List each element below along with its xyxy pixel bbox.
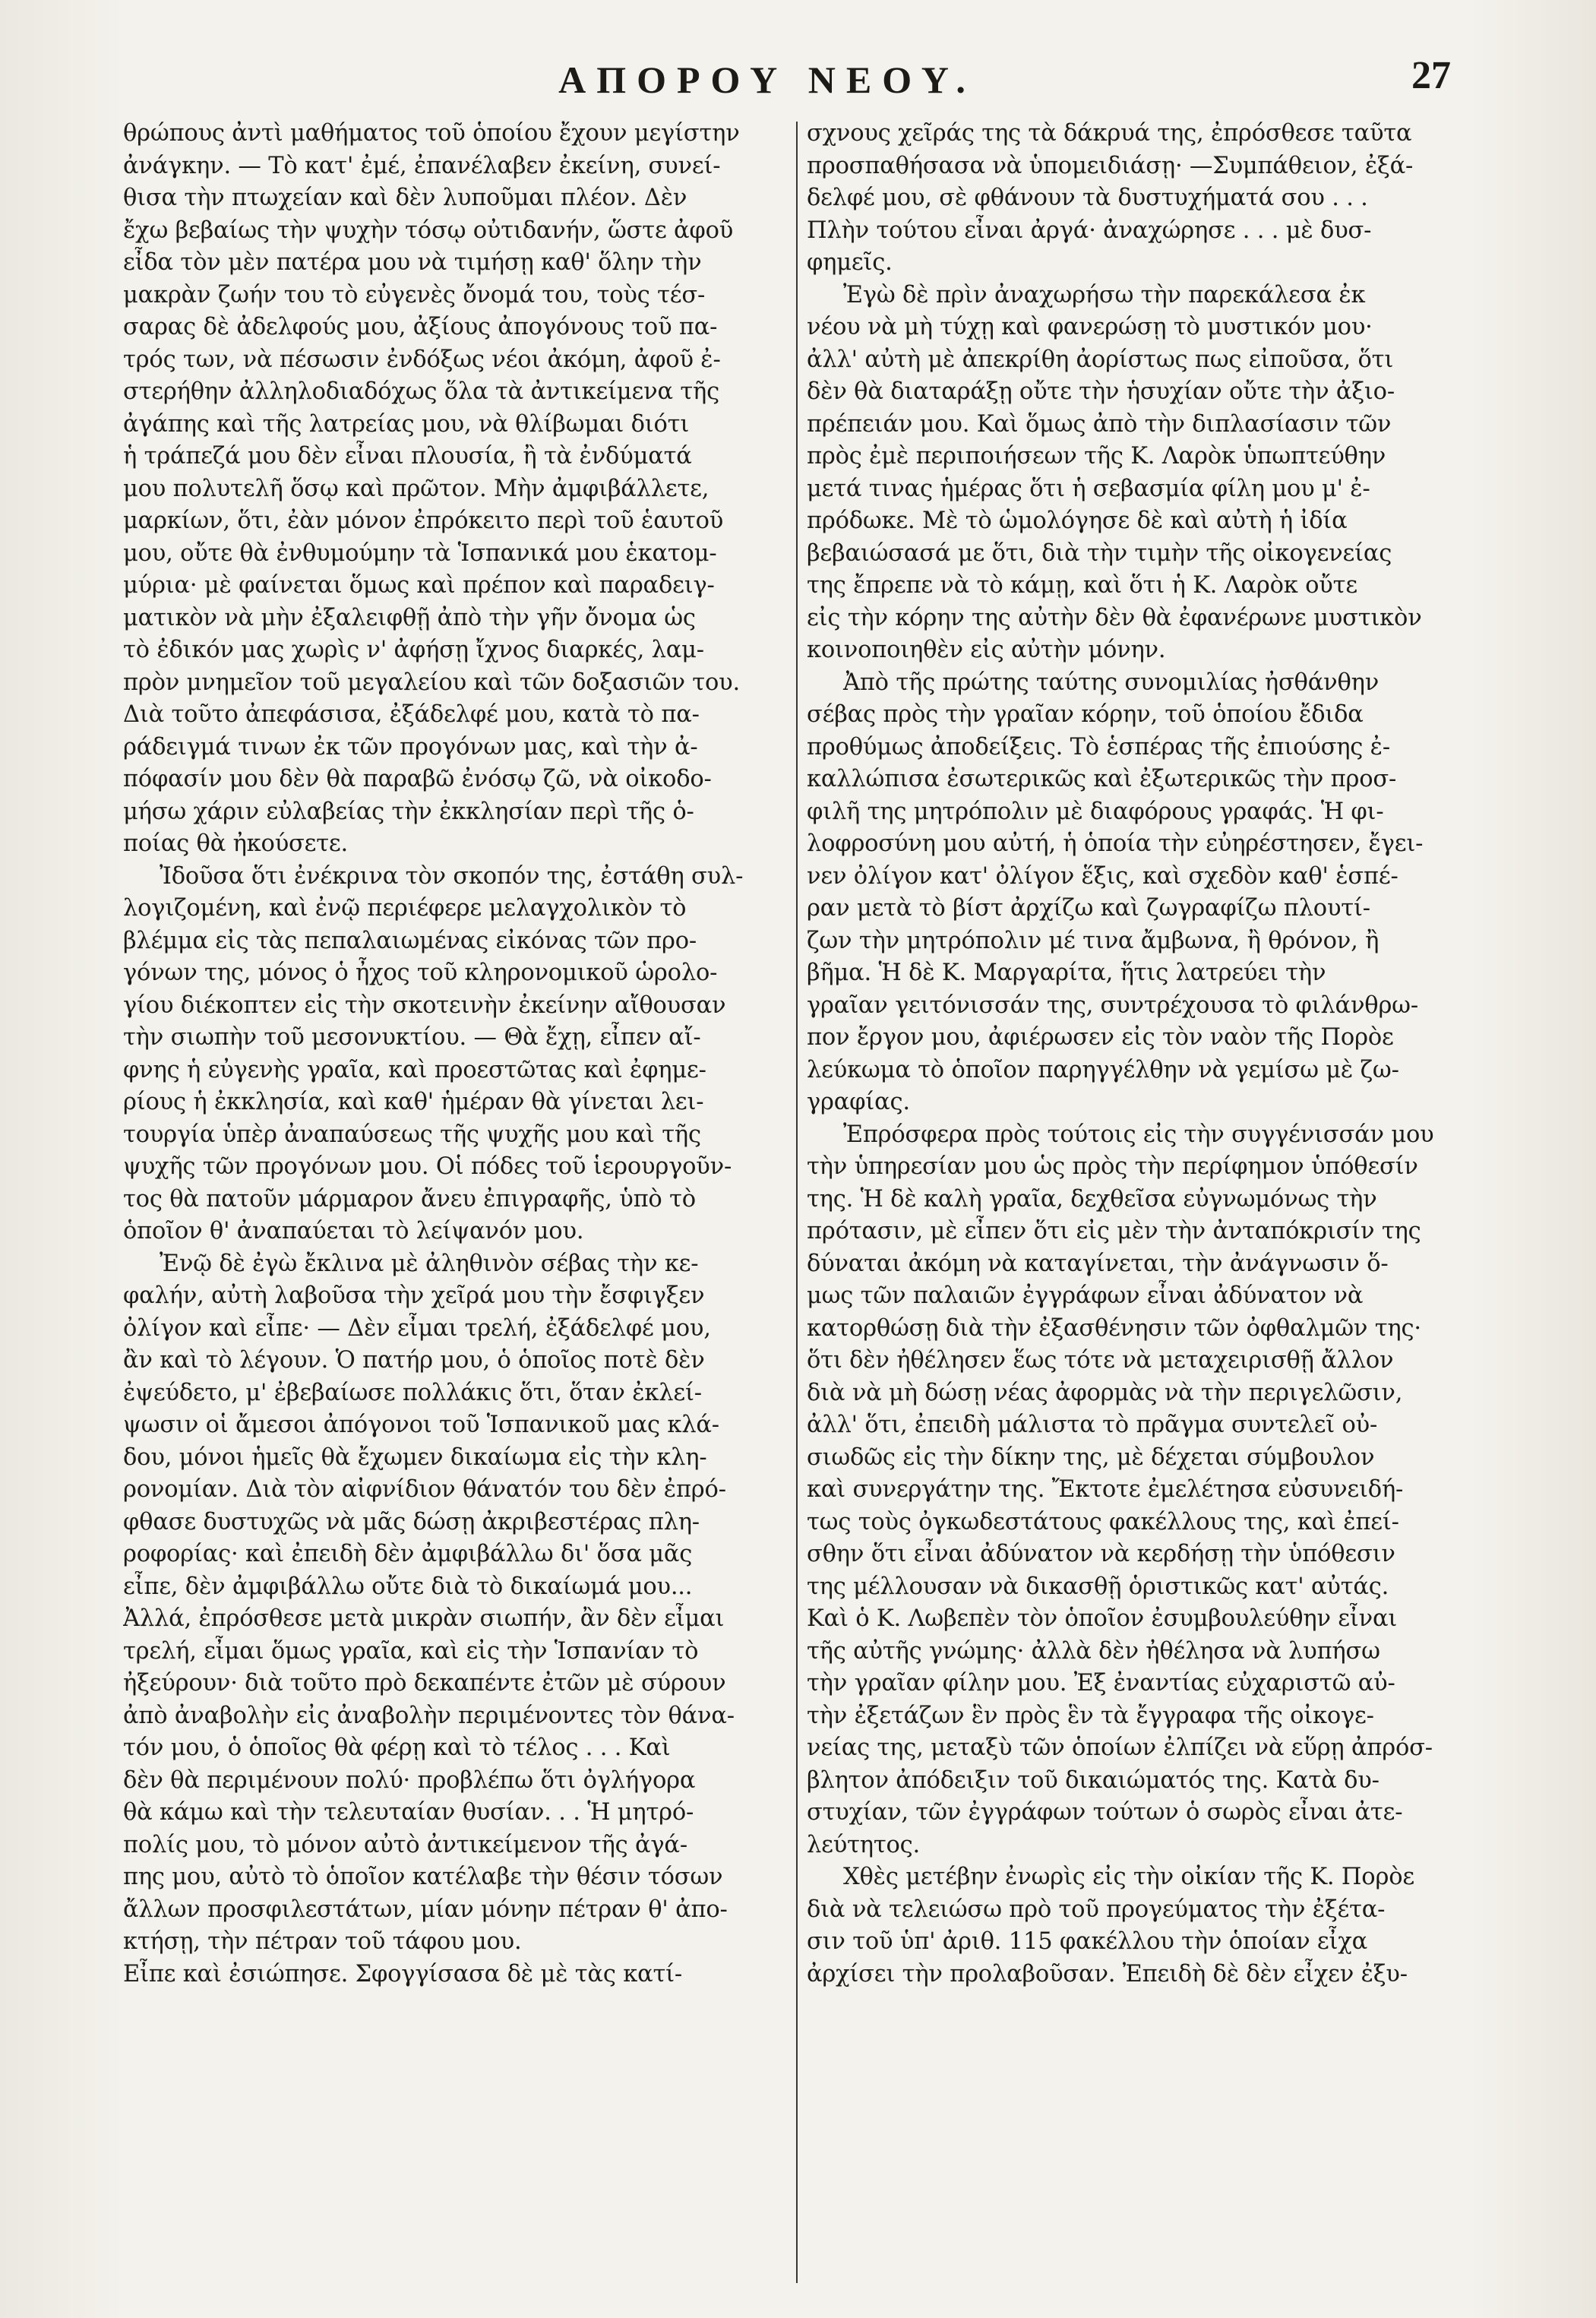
column-divider [796,122,798,2283]
text-line: εἶπε, δὲν ἀμφιβάλλω οὔτε διὰ τὸ δικαίωμά μου... [123,1573,693,1600]
text-line: βλέμμα εἰς τὰς πεπαλαιωμένας εἰκόνας τῶν προ- [123,927,697,954]
text-line: διὰ νὰ μὴ δώσῃ νέας ἀφορμὰς νὰ τὴν περιγελῶσιν, [807,1379,1403,1406]
text-line: Εἶπε καὶ ἐσιώπησε. Σφογγίσασα δὲ μὲ τὰς κατί- [123,1960,683,1988]
page-header [84,53,1451,114]
text-line: νεν ὀλίγον κατ' ὀλίγον ἕξις, καὶ σχεδὸν καθ' ἑσπέ- [807,862,1398,890]
text-line: μαρκίων, ὅτι, ἐὰν μόνον ἐπρόκειτο περὶ τοῦ ἑαυτοῦ [123,508,724,534]
right-column [807,118,1483,2291]
text-line: Καὶ ὁ Κ. Λωβεπὲν τὸν ὁποῖον ἐσυμβουλεύθην εἶναι [807,1605,1398,1632]
text-line: Χθὲς μετέβην ἐνωρὶς εἰς τὴν οἰκίαν τῆς Κ. Πορὸε [843,1864,1414,1890]
text-line: πον ἔργον μου, ἀφιέρωσεν εἰς τὸν ναὸν τῆς Πορὸε [807,1024,1394,1051]
text-line: σθην ὅτι εἶναι ἀδύνατον νὰ κερδήσῃ τὴν ὑπόθεσιν [807,1541,1395,1567]
text-line: λεύτητος. [807,1831,921,1858]
text-line: μου, οὔτε θὰ ἐνθυμούμην τὰ Ἱσπανικά μου ἑκατομ- [123,539,717,567]
text-line: πολίς μου, τὸ μόνον αὐτὸ ἀντικείμενον τῆς ἀγά- [123,1831,687,1858]
text-line: ἀλλ' αὐτὴ μὲ ἀπεκρίθη ἀορίστως πως εἰποῦσα, ὅτι [807,346,1394,373]
text-line: ὅτι δὲν ἠθέλησεν ἕως τότε νὰ μεταχειρισθῇ ἄλλον [807,1347,1394,1374]
text-line: γραφίας. [807,1089,910,1115]
left-column [123,118,799,2291]
text-line: ὀλίγον καὶ εἶπε· — Δὲν εἶμαι τρελή, ἐξάδελφέ μου, [123,1314,711,1342]
text-line: ἄλλων προσφιλεστάτων, μίαν μόνην πέτραν θ' ἀπο- [123,1896,728,1923]
text-line: ραν μετὰ τὸ βίστ ἀρχίζω καὶ ζωγραφίζω πλουτί- [807,895,1370,922]
text-line: ροφορίας· καὶ ἐπειδὴ δὲν ἀμφιβάλλω δι' ὅσα μᾶς [123,1541,693,1567]
text-line: ἀπὸ ἀναβολὴν εἰς ἀναβολὴν περιμένοντες τὸν θάνα- [123,1702,735,1729]
text-line: τόν μου, ὁ ὁποῖος θὰ φέρῃ καὶ τὸ τέλος . . . Καὶ [123,1735,671,1761]
text-line: γόνων της, μόνος ὁ ἦχος τοῦ κληρονομικοῦ ὡρολο- [123,960,718,986]
text-line: λογιζομένη, καὶ ἐνῷ περιέφερε μελαγχολικὸν τὸ [123,895,687,922]
text-line: διὰ νὰ τελειώσω πρὸ τοῦ προγεύματος τὴν ἐξέτα- [807,1896,1386,1923]
text-line: τως τοὺς ὀγκωδεστάτους φακέλλους της, καὶ ἐπεί- [807,1508,1399,1535]
text-line: κτήσῃ, τὴν πέτραν τοῦ τάφου μου. [123,1928,522,1955]
text-line: τῆς αὐτῆς γνώμης· ἀλλὰ δὲν ἠθέλησα νὰ λυπήσω [807,1637,1380,1665]
text-line: τὸ ἐδικόν μας χωρὶς ν' ἀφήσῃ ἴχνος διαρκές, λαμ- [123,637,704,663]
text-line: μήσω χάριν εὐλαβείας τὴν ἐκκλησίαν περὶ τῆς ὁ- [123,798,694,825]
text-line: ἀλλ' ὅτι, ἐπειδὴ μάλιστα τὸ πρᾶγμα συντελεῖ οὐ- [807,1412,1378,1438]
text-line: δύναται ἀκόμη νὰ καταγίνεται, τὴν ἀνάγνωσιν ὅ- [807,1250,1389,1277]
text-line: νέου νὰ μὴ τύχῃ καὶ φανερώσῃ τὸ μυστικόν μου· [807,314,1373,340]
text-line: Ἀλλά, ἐπρόσθεσε μετὰ μικρὰν σιωπήν, ἂν δὲν εἶμαι [123,1605,725,1632]
text-line: Ἰδοῦσα ὅτι ἐνέκρινα τὸν σκοπόν της, ἐστάθη συλ- [160,862,744,890]
text-line: φαλήν, αὐτὴ λαβοῦσα τὴν χεῖρά μου τὴν ἔσφιγξεν [123,1282,705,1309]
text-line: ἂν καὶ τὸ λέγουν. Ὁ πατήρ μου, ὁ ὁποῖος ποτὲ δὲν [123,1347,705,1374]
text-line: φνης ἡ εὐγενὴς γραῖα, καὶ προεστῶτας καὶ ἐφημε- [123,1056,706,1083]
text-line: προσπαθήσασα νὰ ὑπομειδιάσῃ· —Συμπάθειον, ἐξά- [807,152,1414,179]
text-line: εἶδα τὸν μὲν πατέρα μου νὰ τιμήσῃ καθ' ὅλην τὴν [123,249,702,276]
text-line: φημεῖς. [807,249,893,276]
text-line: βῆμα. Ἡ δὲ Κ. Μαργαρίτα, ἥτις λατρεύει τὴν [807,960,1326,986]
text-line: θισα τὴν πτωχείαν καὶ δὲν λυποῦμαι πλέον. Δὲν [123,185,687,211]
text-line: τρελή, εἶμαι ὅμως γραῖα, καὶ εἰς τὴν Ἱσπανίαν τὸ [123,1637,699,1665]
text-line: μετά τινας ἡμέρας ὅτι ἡ σεβασμία φίλη μου μ' ἐ- [807,475,1370,502]
text-line: Ἐνῷ δὲ ἐγὼ ἔκλινα μὲ ἀληθινὸν σέβας τὴν κε- [160,1250,699,1277]
text-line: δου, μόνοι ἡμεῖς θὰ ἔχωμεν δικαίωμα εἰς τὴν κλη- [123,1444,707,1471]
text-line: τὴν γραῖαν φίλην μου. Ἐξ ἐναντίας εὐχαριστῶ αὐ- [807,1670,1395,1697]
text-line: ρονομίαν. Διὰ τὸν αἰφνίδιον θάνατόν του δὲν ἐπρό- [123,1476,726,1503]
text-line: σιωδῶς εἰς τὴν δίκην της, μὲ δέχεται σύμβουλον [807,1444,1375,1471]
text-line: μακρὰν ζωήν του τὸ εὐγενὲς ὄνομά του, τοὺς τέσ- [123,281,706,308]
text-line: σχνους χεῖράς της τὰ δάκρυά της, ἐπρόσθεσε ταῦτα [807,120,1412,147]
text-line: κατορθώσῃ διὰ τὴν ἐξασθένησιν τῶν ὀφθαλμῶν της· [807,1314,1421,1342]
text-line: θρώπους ἀντὶ μαθήματος τοῦ ὁποίου ἔχουν μεγίστην [123,120,740,147]
text-line: ἠξεύρουν· διὰ τοῦτο πρὸ δεκαπέντε ἐτῶν μὲ σύρουν [123,1670,726,1697]
text-line: πρόδωκε. Μὲ τὸ ὡμολόγησε δὲ καὶ αὐτὴ ἡ ἰδία [807,508,1348,534]
running-title: ΑΠΟΡΟΥ ΝΕΟΥ. [558,59,976,101]
text-line: στερήθην ἀλληλοδιαδόχως ὅλα τὰ ἀντικείμενα τῆς [123,378,719,405]
text-line: της ἔπρεπε νὰ τὸ κάμῃ, καὶ ὅτι ἡ Κ. Λαρὸκ οὔτε [807,572,1357,599]
text-line: Ἐπρόσφερα πρὸς τούτοις εἰς τὴν συγγένισσάν μου [843,1121,1434,1148]
text-line: πρὸς ἐμὲ περιποιήσεων τῆς Κ. Λαρὸκ ὑπωπτεύθην [807,443,1386,470]
text-line: πρέπειάν μου. Καὶ ὅμως ἀπὸ τὴν διπλασίασιν τῶν [807,410,1392,438]
text-line: μου πολυτελῆ ὅσῳ καὶ πρῶτον. Μὴν ἀμφιβάλλετε, [123,475,710,502]
text-line: σέβας πρὸς τὴν γραῖαν κόρην, τοῦ ὁποίου ἔδιδα [807,701,1364,728]
text-line: σιν τοῦ ὑπ' ἀριθ. 115 φακέλλου τὴν ὁποίαν εἶχα [807,1928,1367,1955]
text-line: της μέλλουσαν νὰ δικασθῇ ὁριστικῶς κατ' αὐτάς. [807,1573,1389,1600]
text-line: Ἀπὸ τῆς πρώτης ταύτης συνομιλίας ἠσθάνθην [843,669,1380,696]
text-line: καλλώπισα ἐσωτερικῶς καὶ ἐξωτερικῶς τὴν προσ- [807,766,1397,792]
text-line: προθύμως ἀποδείξεις. Τὸ ἑσπέρας τῆς ἐπιούσης ἐ- [807,733,1390,761]
text-line: γραῖαν γειτόνισσάν της, συντρέχουσα τὸ φιλάνθρω- [807,991,1418,1019]
text-line: ἔχω βεβαίως τὴν ψυχὴν τόσῳ οὐτιδανήν, ὥστε ἀφοῦ [123,217,734,244]
text-line: της. Ἡ δὲ καλὴ γραῖα, δεχθεῖσα εὐγνωμόνως τὴν [807,1185,1377,1213]
text-line: πρὸν μνημεῖον τοῦ μεγαλείου καὶ τῶν δοξασιῶν του. [123,669,740,696]
text-line: ποίας θὰ ἠκούσετε. [123,830,349,857]
text-line: εἰς τὴν κόρην της αὐτὴν δὲν θὰ ἐφανέρωνε μυστικὸν [807,604,1422,631]
text-line: ρίους ἡ ἐκκλησία, καὶ καθ' ἡμέραν θὰ γίνεται λει- [123,1089,704,1115]
text-line: καὶ συνεργάτην της. Ἔκτοτε ἐμελέτησα εὐσυνειδή- [807,1476,1404,1503]
text-line: ψυχῆς τῶν προγόνων μου. Οἱ πόδες τοῦ ἱερουργοῦν- [123,1153,732,1180]
text-line: σαρας δὲ ἀδελφούς μου, ἀξίους ἀπογόνους τοῦ πα- [123,314,718,340]
text-line: τος θὰ πατοῦν μάρμαρον ἄνευ ἐπιγραφῆς, ὑπὸ τὸ [123,1185,696,1213]
text-line: τουργία ὑπὲρ ἀναπαύσεως τῆς ψυχῆς μου καὶ τῆς [123,1121,701,1148]
text-line: δὲν θὰ διαταράξῃ οὔτε τὴν ἡσυχίαν οὔτε τὴν ἀξιο- [807,378,1395,405]
text-line: ἡ τράπεζά μου δὲν εἶναι πλουσία, ἢ τὰ ἐνδύματά [123,443,692,470]
text-line: δὲν θὰ περιμένουν πολύ· προβλέπω ὅτι ὀγλήγορα [123,1766,696,1794]
text-line: λοφροσύνη μου αὐτή, ἡ ὁποία τὴν εὐηρέστησεν, ἔγει- [807,830,1424,857]
text-line: βεβαιώσασά με ὅτι, διὰ τὴν τιμὴν τῆς οἰκογενείας [807,539,1392,567]
text-line: ματικὸν νὰ μὴν ἐξαλειφθῇ ἀπὸ τὴν γῆν ὄνομα ὡς [123,604,696,631]
text-line: πρότασιν, μὲ εἶπεν ὅτι εἰς μὲν τὴν ἀνταπόκρισίν της [807,1218,1421,1244]
text-line: μως τῶν παλαιῶν ἐγγράφων εἶναι ἀδύνατον νὰ [807,1282,1364,1309]
text-line: νείας της, μεταξὺ τῶν ὁποίων ἐλπίζει νὰ εὕρῃ ἀπρόσ- [807,1735,1433,1761]
text-line: θὰ κάμω καὶ τὴν τελευταίαν θυσίαν. . . Ἡ μητρό- [123,1799,694,1826]
text-line: Πλὴν τούτου εἶναι ἀργά· ἀναχώρησε . . . μὲ δυσ- [807,217,1372,244]
text-line: ἀνάγκην. — Τὸ κατ' ἐμέ, ἐπανέλαβεν ἐκείνη, συνεί- [123,152,721,179]
text-line: στυχίαν, τῶν ἐγγράφων τούτων ὁ σωρὸς εἶναι ἀτε- [807,1799,1403,1826]
text-line: ζων τὴν μητρόπολιν μέ τινα ἄμβωνα, ἢ θρόνον, ἢ [807,927,1380,954]
text-line: φθασε δυστυχῶς νὰ μᾶς δώσῃ ἀκριβεστέρας πλη- [123,1508,700,1535]
text-line: ἀρχίσει τὴν προλαβοῦσαν. Ἐπειδὴ δὲ δὲν εἶχεν ἐξυ- [807,1960,1408,1988]
text-line: Διὰ τοῦτο ἀπεφάσισα, ἐξάδελφέ μου, κατὰ τὸ πα- [123,701,700,728]
text-line: δελφέ μου, σὲ φθάνουν τὰ δυστυχήματά σου . . . [807,185,1368,211]
text-line: ψωσιν οἱ ἄμεσοι ἀπόγονοι τοῦ Ἱσπανικοῦ μας κλά- [123,1412,719,1438]
page-number: 27 [1411,54,1451,97]
text-line: πόφασίν μου δὲν θὰ παραβῶ ἐνόσῳ ζῶ, νὰ οἰκοδο- [123,766,712,792]
text-line: ἐψεύδετο, μ' ἐβεβαίωσε πολλάκις ὅτι, ὅταν ἐκλεί- [123,1379,702,1406]
text-line: κοινοποιηθὲν εἰς αὐτὴν μόνην. [807,637,1166,663]
text-line: τρός των, νὰ πέσωσιν ἐνδόξως νέοι ἀκόμη, ἀφοῦ ἐ- [123,346,721,373]
text-line: ὁποῖον θ' ἀναπαύεται τὸ λείψανόν μου. [123,1218,584,1244]
text-line: τὴν ὑπηρεσίαν μου ὡς πρὸς τὴν περίφημον ὑπόθεσίν [807,1153,1418,1180]
text-line: γίου διέκοπτεν εἰς τὴν σκοτεινὴν ἐκείνην αἴθουσαν [123,991,726,1019]
text-line: μύρια· μὲ φαίνεται ὅμως καὶ πρέπον καὶ παραδειγ- [123,572,715,599]
text-line: βλητον ἀπόδειξιν τοῦ δικαιώματός της. Κατὰ δυ- [807,1766,1380,1794]
text-line: πης μου, αὐτὸ τὸ ὁποῖον κατέλαβε τὴν θέσιν τόσων [123,1864,723,1890]
text-line: ράδειγμά τινων ἐκ τῶν προγόνων μας, καὶ τὴν ἀ- [123,733,698,761]
text-line: τὴν σιωπὴν τοῦ μεσονυκτίου. — Θὰ ἔχῃ, εἶπεν αἴ- [123,1024,701,1051]
text-line: φιλῆ της μητρόπολιν μὲ διαφόρους γραφάς. Ἡ φι- [807,798,1384,825]
text-line: λεύκωμα τὸ ὁποῖον παρηγγέλθην νὰ γεμίσω μὲ ζω- [807,1056,1399,1083]
text-line: τὴν ἐξετάζων ἓν πρὸς ἓν τὰ ἔγγραφα τῆς οἰκογε- [807,1702,1374,1729]
text-line: Ἐγὼ δὲ πρὶν ἀναχωρήσω τὴν παρεκάλεσα ἐκ [843,281,1366,308]
text-line: ἀγάπης καὶ τῆς λατρείας μου, νὰ θλίβωμαι διότι [123,410,690,438]
